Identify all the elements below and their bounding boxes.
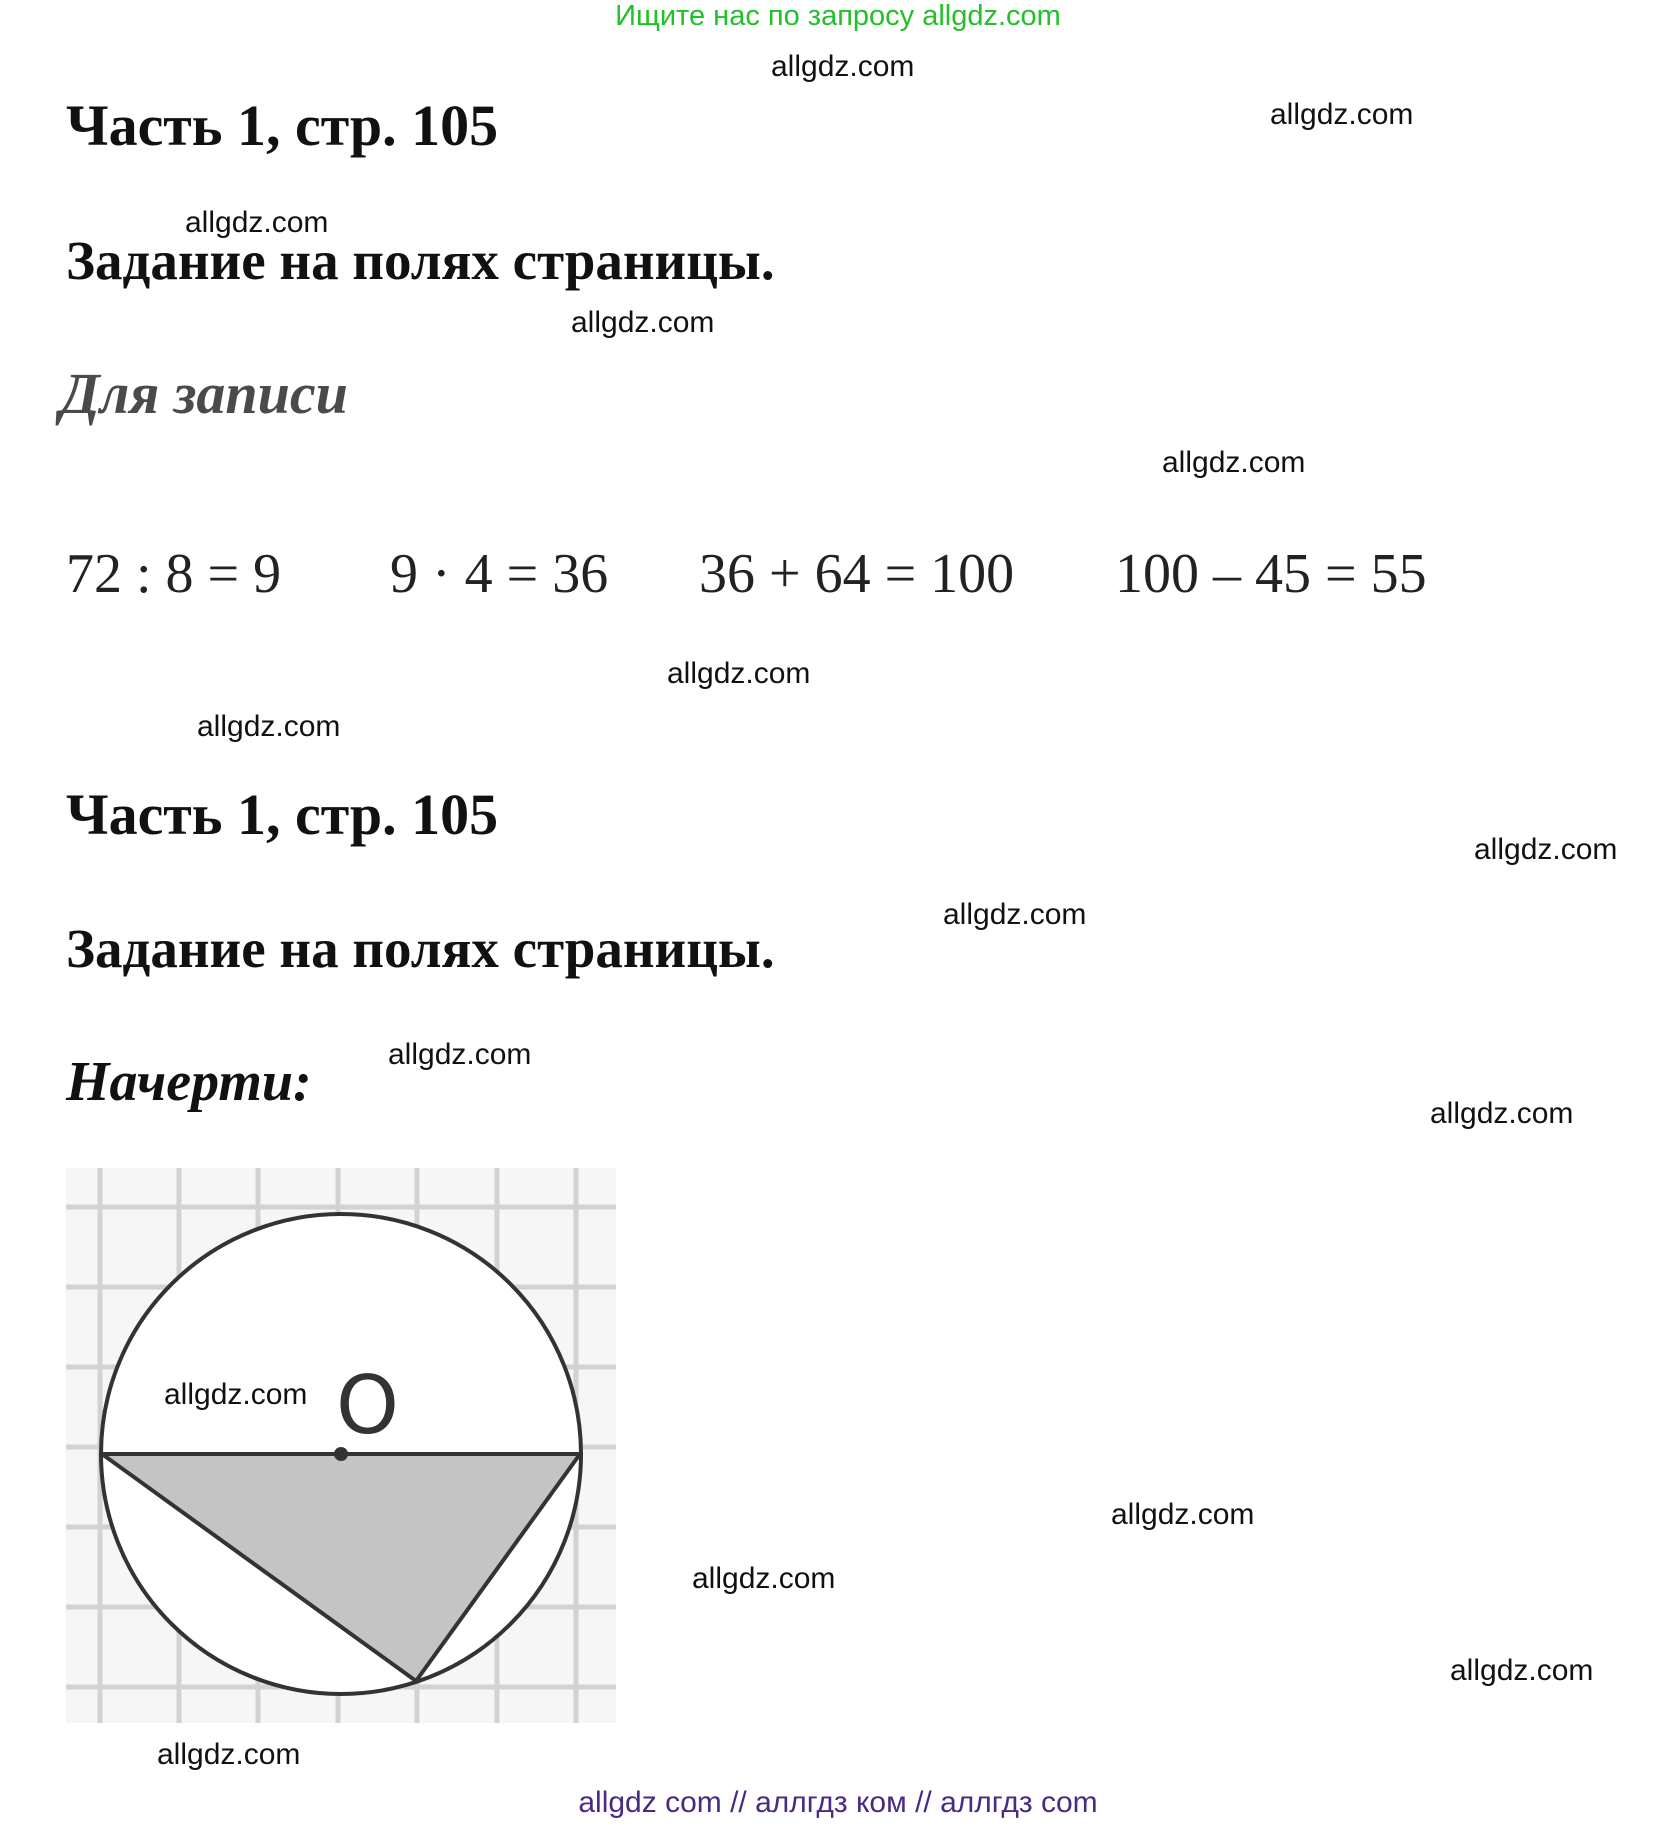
watermark: allgdz.com (771, 50, 915, 83)
watermark: allgdz.com (388, 1038, 532, 1071)
section2-title: Часть 1, стр. 105 (66, 782, 499, 847)
section1-label: Для записи (60, 361, 348, 426)
equation-4: 100 – 45 = 55 (1115, 543, 1427, 605)
watermark: allgdz.com (1270, 98, 1414, 131)
bottom-banner[interactable]: allgdz com // аллгдз ком // аллгдз com (578, 1786, 1098, 1819)
geometry-figure (66, 1168, 616, 1723)
equation-3: 36 + 64 = 100 (699, 543, 1015, 605)
watermark: allgdz.com (185, 206, 329, 239)
watermark: allgdz.com (164, 1378, 308, 1411)
watermark: allgdz.com (667, 657, 811, 690)
section2-subtitle: Задание на полях страницы. (66, 918, 775, 979)
watermark: allgdz.com (571, 306, 715, 339)
section2-label: Начерти: (66, 1051, 312, 1113)
watermark: allgdz.com (1474, 833, 1618, 866)
center-label-o: O (336, 1359, 399, 1452)
watermark: allgdz.com (197, 710, 341, 743)
watermark: allgdz.com (157, 1738, 301, 1771)
circle-triangle-drawing (66, 1168, 616, 1723)
equation-1: 72 : 8 = 9 (66, 543, 282, 605)
watermark: allgdz.com (692, 1562, 836, 1595)
watermark: allgdz.com (1430, 1097, 1574, 1130)
watermark: allgdz.com (1450, 1654, 1594, 1687)
top-banner[interactable]: Ищите нас по запросу allgdz.com (615, 0, 1061, 32)
section1-title: Часть 1, стр. 105 (66, 93, 499, 158)
equation-2: 9 · 4 = 36 (390, 543, 609, 605)
watermark: allgdz.com (943, 898, 1087, 931)
watermark: allgdz.com (1111, 1498, 1255, 1531)
section1-subtitle: Задание на полях страницы. (66, 230, 775, 291)
watermark: allgdz.com (1162, 446, 1306, 479)
